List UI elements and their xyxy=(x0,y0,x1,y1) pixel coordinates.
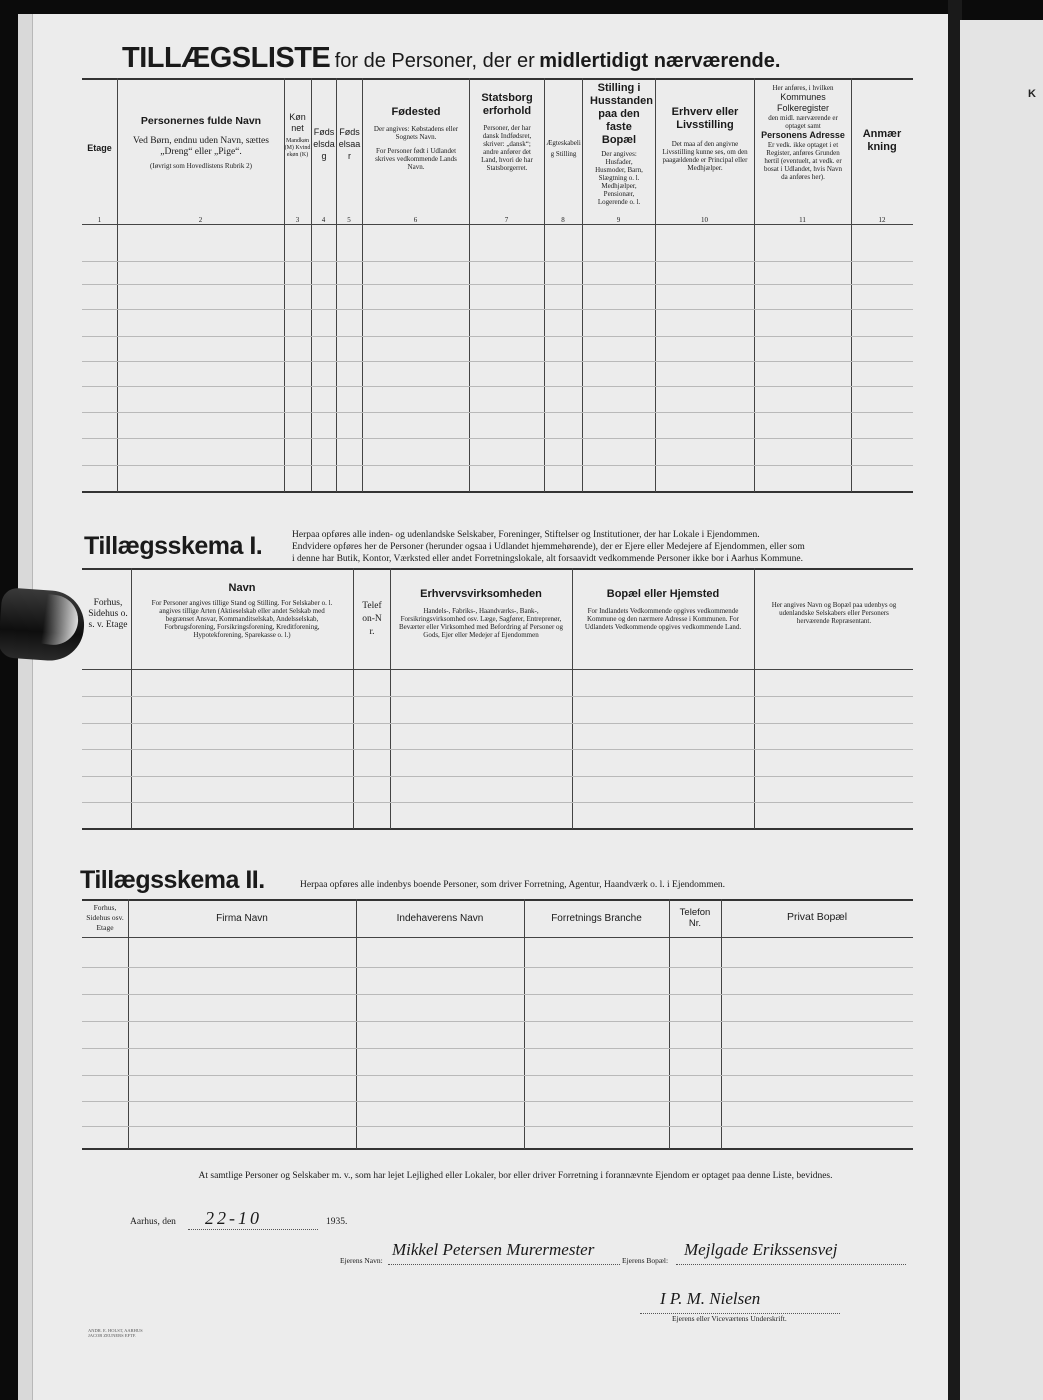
col-header-name-title: Personernes fulde Navn xyxy=(140,115,262,127)
list-row-line xyxy=(82,386,913,387)
col-number: 7 xyxy=(504,216,509,224)
page-edge xyxy=(18,14,33,1400)
col-header-foedested-sub: Der angives: Købstadens eller Sognets Navn. xyxy=(373,125,459,141)
skema1-header-rule xyxy=(82,669,913,670)
certification-text: At samtlige Personer og Selskaber m. v., som har lejet Lejlighed eller Lokaler, bor eller driver Forretning i forannævnte Ejendom er optaget paa denne Liste, bevidnes. xyxy=(198,1171,833,1181)
skema2-col-etage: Forhus, Sidehus osv. Etage xyxy=(86,903,124,932)
skema2-intro: Herpaa opføres alle indenbys boende Personer, som driver Forretning, Agentur, Haandværk o. l. i Ejendommen. xyxy=(300,880,726,890)
col-number: 10 xyxy=(701,216,708,224)
col-header-foedested xyxy=(365,106,467,171)
list-row-line xyxy=(82,261,913,262)
skema1-vline xyxy=(572,568,573,829)
col-header-stilling-sub: Der angives: Husfader, Husmoder, Barn, Slægtning o. l. Medhjælper, Pensionær, Logerende o. l. xyxy=(595,150,643,206)
col-header-koen xyxy=(284,112,311,159)
col-header-foedested-title: Fødested xyxy=(391,106,441,118)
col-number: 5 xyxy=(347,216,351,224)
skema2-col-branche: Forretnings Branche xyxy=(551,913,642,924)
skema2-row-line xyxy=(82,1021,913,1022)
owner-address-handwritten: Mejlgade Erikssensvej xyxy=(684,1240,838,1259)
col-header-aegteskab: Ægteskabelig Stilling xyxy=(546,139,581,158)
col-header-erhverv-sub: Det maa af den angivne Livsstilling kunne ses, om den paagældende er Principal eller Medhjælper. xyxy=(662,140,748,172)
skema1-row-line xyxy=(82,802,913,803)
skema1-col-bopael-sub: For Indlandets Vedkommende opgives vedkommende Kommune og den nærmere Adresse i Kommunen. For Udlandets Vedkommende opgives vedkommende Land. xyxy=(584,607,742,631)
col-header-anmaerkning: Anmærkning xyxy=(862,128,902,153)
skema1-row-line xyxy=(82,749,913,750)
skema2-col-telefon: Telefon Nr. xyxy=(679,907,711,929)
col-number: 11 xyxy=(799,216,806,224)
col-number: 9 xyxy=(616,216,621,224)
list-row-line xyxy=(82,438,913,439)
col-header-foedselsdag: Fødselsdag xyxy=(313,127,335,161)
list-row-line xyxy=(82,465,913,466)
skema2-row-line xyxy=(82,1126,913,1127)
col-header-statsborger-sub: Personer, der har dansk Indfødsret, skriver: „dansk“; andre anfører det Land, hvori de har Statsborgerret. xyxy=(481,124,533,172)
col-header-name-sub2: (Iøvrigt som Hovedlistens Rubrik 2) xyxy=(150,162,252,170)
skema2-bottom-rule xyxy=(82,1148,913,1150)
skema2-vline xyxy=(669,899,670,1149)
list-row-line xyxy=(82,361,913,362)
col-header-etage: Etage xyxy=(87,143,112,153)
skema2-top-rule xyxy=(82,899,913,901)
skema1-col-erhverv-sub: Handels-, Fabriks-, Haandværks-, Bank-, Forsikringsvirksomhed osv. Læge, Sagfører, Entreprenør, Beværter eller Virksomhed med Befordring af Personer og Gods, Ejer eller Medejer af Ejendommen xyxy=(398,607,564,639)
skema2-vline xyxy=(721,899,722,1149)
skema2-row-line xyxy=(82,967,913,968)
list-row-line xyxy=(82,336,913,337)
skema1-intro-line: i denne har Butik, Kontor, Værksted eller andet Forretningslokale, alt forsaavidt vedkommende Personer ikke bor i Aarhus Kommune. xyxy=(292,554,804,564)
owner-name-underline xyxy=(388,1263,620,1265)
skema1-row-line xyxy=(82,776,913,777)
list-bottom-rule xyxy=(82,491,913,493)
list-top-rule xyxy=(82,78,913,80)
skema1-col-navn xyxy=(133,582,351,639)
skema1-vline xyxy=(353,568,354,829)
col-header-foedested-sub2: For Personer født i Udlandet skrives vedkommende Lands Navn. xyxy=(375,147,457,171)
list-vline xyxy=(117,78,118,492)
col-header-folkeregister-sub: den midl. nærværende er optaget samt xyxy=(768,114,838,130)
skema1-bottom-rule xyxy=(82,828,913,830)
col-header-folkeregister xyxy=(756,84,850,181)
col-header-folkeregister-adresse: Personens Adresse xyxy=(761,130,845,140)
title-rest-a: for de Personer, der er xyxy=(334,50,535,72)
list-vline xyxy=(362,78,363,492)
col-header-folkeregister-pre: Her anføres, i hvilken xyxy=(772,84,834,92)
col-number: 12 xyxy=(878,216,886,224)
skema1-intro xyxy=(292,529,912,565)
date-handwritten: 22-10 xyxy=(205,1208,262,1228)
col-header-statsborger xyxy=(471,92,543,172)
skema2-row-line xyxy=(82,1075,913,1076)
skema1-col-telefon: Telefon-Nr. xyxy=(362,601,382,637)
year-label: 1935. xyxy=(326,1217,348,1227)
facing-page-letter: K xyxy=(1028,88,1036,100)
title-big: TILLÆGSLISTE xyxy=(122,42,331,74)
skema1-intro-line: Endvidere opføres her de Personer (herunder ogsaa i Udlandet hjemmehørende), der er Ejere eller Medejere af Ejendommen, eller som xyxy=(292,542,805,552)
skema1-col-bopael-title: Bopæl eller Hjemsted xyxy=(606,588,720,600)
list-row-line xyxy=(82,412,913,413)
printer-mark: ANDR. E. HOLST, AARHUS JACOB ZEUNERS EFTF. xyxy=(88,1328,143,1338)
list-vline xyxy=(655,78,656,492)
col-number: 2 xyxy=(198,216,203,224)
skema1-title: Tillægsskema I. xyxy=(84,532,263,560)
skema2-row-line xyxy=(82,1101,913,1102)
col-header-stilling xyxy=(584,82,654,206)
skema1-col-navn-title: Navn xyxy=(228,582,256,594)
owner-address-label: Ejerens Bopæl: xyxy=(622,1256,669,1265)
skema2-title: Tillægsskema II. xyxy=(80,866,265,894)
col-header-folkeregister-sub2: Er vedk. ikke optaget i et Register, anføres Grunden hertil (eventuelt, at vedk. er bosat i Udlandet, hvis Navn da anføres her). xyxy=(764,141,842,181)
page-title xyxy=(122,42,882,75)
col-number: 1 xyxy=(97,216,102,224)
place-date-label: Aarhus, den xyxy=(130,1217,176,1227)
col-header-koen-sub: Mandkøn (M) Kvindekøn (K) xyxy=(284,138,311,158)
skema2-header-rule xyxy=(82,937,913,938)
signature-label: Ejerens eller Viceværtens Underskrift. xyxy=(672,1314,787,1323)
col-number: 6 xyxy=(413,216,418,224)
col-header-koen-title: Kønnet xyxy=(289,112,306,133)
list-header-rule xyxy=(82,224,913,225)
title-rest-b: midlertidigt nærværende. xyxy=(539,50,781,72)
col-header-stilling-title: Stilling i Husstanden paa den faste Bopæl xyxy=(590,82,653,146)
skema1-col-etage: Forhus, Sidehus o. s. v. Etage xyxy=(88,598,128,630)
col-number: 3 xyxy=(295,216,300,224)
skema1-vline xyxy=(131,568,132,829)
col-header-erhverv-title: Erhverv eller Livsstilling xyxy=(671,106,739,131)
skema2-row-line xyxy=(82,994,913,995)
skema1-vline xyxy=(390,568,391,829)
col-header-name xyxy=(120,115,282,170)
facing-page xyxy=(960,20,1043,1400)
col-header-folkeregister-title: Kommunes Folkeregister xyxy=(776,92,830,113)
skema2-col-bopael: Privat Bopæl xyxy=(786,911,848,923)
skema2-vline xyxy=(524,899,525,1149)
skema2-col-indehaver: Indehaverens Navn xyxy=(396,913,484,924)
skema1-top-rule xyxy=(82,568,913,570)
col-header-statsborger-title: Statsborgerforhold xyxy=(481,92,533,117)
list-vline xyxy=(754,78,755,492)
skema2-vline xyxy=(128,899,129,1149)
skema1-col-repraesentant: Her angives Navn og Bopæl paa udenbys og udenlandske Selskabers eller Personers herværende Repræsentant. xyxy=(771,601,897,625)
signature-handwritten: I P. M. Nielsen xyxy=(660,1289,761,1308)
skema1-row-line xyxy=(82,696,913,697)
skema2-vline xyxy=(356,899,357,1149)
skema1-col-bopael xyxy=(574,588,752,631)
skema1-col-navn-sub: For Personer angives tillige Stand og Stilling. For Selskaber o. l. angives tillige Arten (Aktieselskab eller andet Selskab med begrænset Ansvar, Kommanditselskab, Andelsselskab, Forbrugsforening, Forsikringsforening, Kreditforening, Hypotekforening, Sparekasse o. l.) xyxy=(151,599,333,639)
skema2-row-line xyxy=(82,1048,913,1049)
owner-address-underline xyxy=(676,1263,906,1265)
skema1-col-erhverv-title: Erhvervsvirksomheden xyxy=(420,588,542,600)
skema2-col-firma: Firma Navn xyxy=(216,913,268,924)
col-header-erhverv xyxy=(657,106,753,172)
skema1-intro-line: Herpaa opføres alle inden- og udenlandske Selskaber, Foreninger, Stiftelser og Institutioner, der har Lokale i Ejendommen. xyxy=(292,530,760,540)
owner-name-label: Ejerens Navn: xyxy=(340,1256,383,1265)
col-header-name-sub: Ved Børn, endnu uden Navn, sættes „Dreng“ eller „Pige“. xyxy=(133,136,269,157)
list-vline xyxy=(469,78,470,492)
col-header-foedselsaar: Fødselsaar xyxy=(338,127,361,161)
skema1-row-line xyxy=(82,723,913,724)
col-number: 8 xyxy=(561,216,565,224)
skema1-vline xyxy=(754,568,755,829)
list-row-line xyxy=(82,284,913,285)
col-number: 4 xyxy=(321,216,326,224)
skema1-col-erhverv xyxy=(392,588,570,639)
owner-name-handwritten: Mikkel Petersen Murermester xyxy=(392,1240,595,1259)
list-vline xyxy=(582,78,583,492)
list-row-line xyxy=(82,309,913,310)
list-vline xyxy=(544,78,545,492)
